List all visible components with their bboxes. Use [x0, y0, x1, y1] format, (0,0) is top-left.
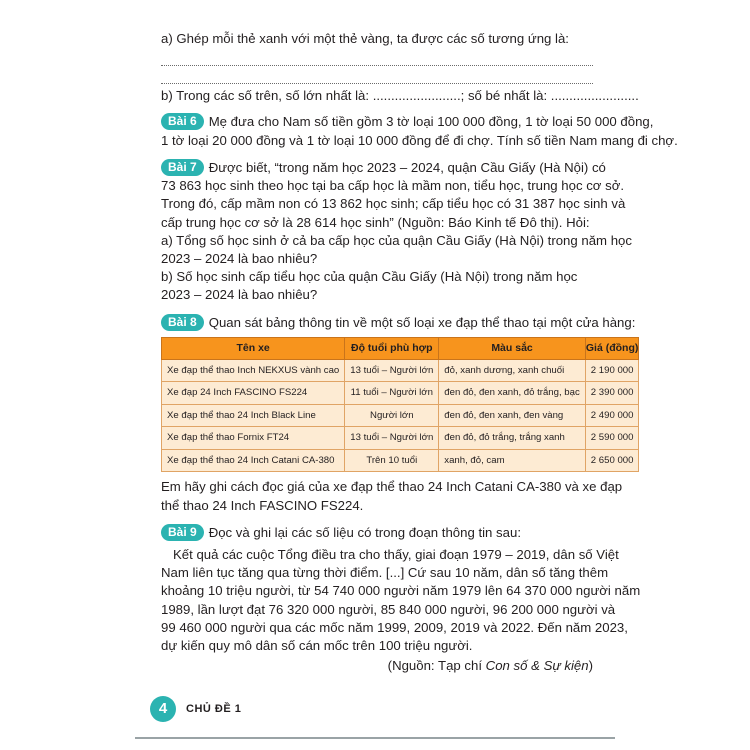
table-cell-price: 2 490 000	[585, 404, 639, 427]
source-prefix: (Nguồn: Tạp chí	[387, 658, 486, 674]
exercise-8-after-1: Em hãy ghi cách đọc giá của xe đạp thể thao 24 Inch Catani CA-380 và xe đạp	[161, 479, 623, 495]
table-cell-color: xanh, đỏ, cam	[439, 449, 585, 472]
exercise-6-line-2: 1 tờ loại 20 000 đồng và 1 tờ loại 10 000 đồng để đi chợ. Tính số tiền Nam mang đi chợ.	[161, 132, 678, 148]
exercise-7-line-2: 73 863 học sinh theo học tại ba cấp học là mầm non, tiểu học, trung học cơ sở.	[161, 178, 625, 194]
exercise-8-badge: Bài 8	[161, 314, 204, 331]
table-cell-name: Xe đạp thể thao Inch NEKXUS vành cao	[162, 359, 345, 382]
exercise-9-source	[161, 657, 593, 675]
intro-part-b: b) Trong các số trên, số lớn nhất là: ........................; số bé nhất là: ........................	[161, 88, 639, 104]
table-cell-price: 2 190 000	[585, 359, 639, 382]
exercise-9-badge: Bài 9	[161, 524, 204, 541]
content-column	[161, 30, 678, 676]
table-cell-color: đen đỏ, đen xanh, đen vàng	[439, 404, 585, 427]
table-cell-price: 2 390 000	[585, 382, 639, 405]
table-row	[162, 427, 639, 450]
table-cell-color: đen đỏ, đỏ trắng, trắng xanh	[439, 427, 585, 450]
exercise-6-line-1: Mẹ đưa cho Nam số tiền gồm 3 tờ loại 100 000 đồng, 1 tờ loại 50 000 đồng,	[208, 114, 654, 130]
exercise-7-line-3: Trong đó, cấp mầm non có 13 862 học sinh; cấp tiểu học có 31 387 học sinh và	[161, 196, 626, 212]
exercise-9-text: Đọc và ghi lại các số liệu có trong đoạn thông tin sau:	[208, 524, 521, 540]
table-header-name: Tên xe	[162, 337, 345, 359]
table-cell-color: đen đỏ, đen xanh, đỏ trắng, bạc	[439, 382, 585, 405]
page-number: 4	[150, 696, 176, 722]
chapter-label: CHỦ ĐỀ 1	[186, 703, 242, 715]
exercise-7-question-b-1: b) Số học sinh cấp tiểu học của quận Cầu Giấy (Hà Nội) trong năm học	[161, 269, 578, 285]
answer-dotted-line-2	[161, 70, 593, 84]
table-row	[162, 382, 639, 405]
table-cell-age: 13 tuổi – Người lớn	[345, 359, 439, 382]
table-cell-name: Xe đạp thể thao 24 Inch Black Line	[162, 404, 345, 427]
table-row	[162, 449, 639, 472]
table-cell-name: Xe đạp 24 Inch FASCINO FS224	[162, 382, 345, 405]
table-header-age: Độ tuổi phù hợp	[345, 337, 439, 359]
exercise-8	[161, 314, 639, 515]
table-cell-price: 2 590 000	[585, 427, 639, 450]
exercise-9-paragraph-1: Kết quả các cuộc Tổng điều tra cho thấy, giai đoạn 1979 – 2019, dân số Việt	[173, 547, 619, 562]
exercise-7-line-4: cấp trung học cơ sở là 28 614 học sinh” (Nguồn: Báo Kinh tế Đô thị). Hỏi:	[161, 214, 590, 230]
exercise-6	[161, 113, 678, 149]
table-cell-price: 2 650 000	[585, 449, 639, 472]
intro-part-a: a) Ghép mỗi thẻ xanh với một thẻ vàng, ta được các số tương ứng là:	[161, 31, 569, 46]
exercise-9-paragraph-5: 99 460 000 người qua các mốc năm 1999, 2009, 2019 và 2022. Đến năm 2023,	[161, 619, 628, 635]
exercise-9	[161, 524, 641, 676]
exercise-6-badge: Bài 6	[161, 113, 204, 130]
table-header-color: Màu sắc	[439, 337, 585, 359]
bicycle-table	[161, 337, 639, 473]
table-cell-age: Người lớn	[345, 404, 439, 427]
table-cell-name: Xe đạp thể thao 24 Inch Catani CA-380	[162, 449, 345, 472]
exercise-9-paragraph-2: Nam liên tục tăng qua từng thời điểm. [...] Cứ sau 10 năm, dân số tăng thêm	[161, 565, 609, 581]
table-cell-color: đỏ, xanh dương, xanh chuối	[439, 359, 585, 382]
answer-dotted-line-1	[161, 52, 593, 66]
exercise-7-question-b-2: 2023 – 2024 là bao nhiêu?	[161, 287, 318, 303]
table-cell-age: 13 tuổi – Người lớn	[345, 427, 439, 450]
table-row	[162, 404, 639, 427]
exercise-7-question-a-1: a) Tổng số học sinh ở cả ba cấp học của quận Cầu Giấy (Hà Nội) trong năm học	[161, 232, 632, 248]
exercise-7-line-1: Được biết, “trong năm học 2023 – 2024, quận Cầu Giấy (Hà Nội) có	[208, 159, 606, 175]
table-cell-age: Trên 10 tuổi	[345, 449, 439, 472]
table-header-price: Giá (đồng)	[585, 337, 639, 359]
exercise-7-badge: Bài 7	[161, 159, 204, 176]
exercise-7	[161, 159, 632, 305]
table-header-row	[162, 337, 639, 359]
source-suffix: )	[588, 658, 593, 674]
bottom-divider	[135, 737, 615, 739]
exercise-9-paragraph-3: khoảng 10 triệu người, từ 54 740 000 người năm 1979 lên 64 370 000 người năm	[161, 583, 641, 599]
exercise-9-paragraph-4: 1989, lần lượt đạt 76 320 000 người, 85 840 000 người, 96 200 000 người và	[161, 601, 616, 617]
exercise-8-text: Quan sát bảng thông tin về một số loại xe đạp thể thao tại một cửa hàng:	[208, 314, 636, 330]
table-cell-name: Xe đạp thể thao Fornix FT24	[162, 427, 345, 450]
exercise-7-question-a-2: 2023 – 2024 là bao nhiêu?	[161, 250, 318, 266]
table-cell-age: 11 tuổi – Người lớn	[345, 382, 439, 405]
exercise-9-paragraph-6: dự kiến quy mô dân số cán mốc trên 100 triệu người.	[161, 638, 473, 654]
source-title: Con số & Sự kiện	[485, 658, 589, 674]
exercise-8-after-2: thể thao 24 Inch FASCINO FS224.	[161, 497, 364, 513]
table-row	[162, 359, 639, 382]
